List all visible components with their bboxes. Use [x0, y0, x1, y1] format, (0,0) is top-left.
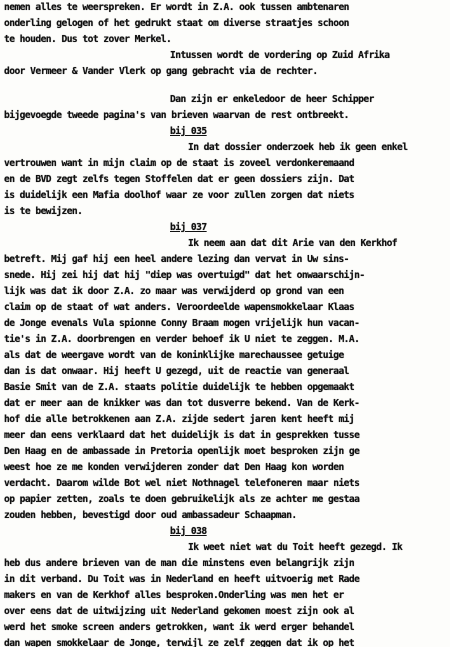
text-line: zouden hebben, bevestigd door oud ambassadeur Schaapman.: [4, 510, 297, 521]
text-line: lijk was dat ik door Z.A. zo maar was verwijderd op grond van een: [4, 286, 344, 297]
section-heading: bij 038: [170, 526, 207, 537]
text-line: dan is dat onwaar. Hij heeft U gezegd, uit de reactie van generaal: [4, 366, 349, 377]
section-heading: bij 037: [170, 222, 207, 233]
text-line: op papier zetten, zoals te doen gebruikelijk als ze achter me gestaa: [4, 494, 360, 505]
text-line: Basie Smit van de Z.A. staats politie duidelijk te hebben opgemaakt: [4, 382, 355, 393]
text-line: Dan zijn er enkeledoor de heer Schipper: [170, 94, 374, 105]
text-line: Den Haag en de ambassade in Pretoria openlijk moet besproken zijn ge: [4, 446, 360, 457]
text-line: Ik weet niet wat du Toit heeft gezegd. Ik: [188, 542, 403, 553]
text-line: is te bewijzen.: [4, 206, 83, 217]
text-line: weest hoe ze me konden verwijderen zonder dat Den Haag kon worden: [4, 462, 344, 473]
text-line: in dit verband. Du Toit was in Nederland en heeft uitvoerig met Rade: [4, 574, 360, 585]
text-line: dan wapen smokkelaar de Jonge, terwijl ze zelf zeggen dat ik op het: [4, 638, 355, 647]
text-line: als dat de weergave wordt van de koninklijke marechaussee getuige: [4, 350, 344, 361]
text-line: hof die alle betrokkenen aan Z.A. zijde sedert jaren kent heeft mij: [4, 414, 355, 425]
text-line: is duidelijk een Mafia doolhof waar ze voor zullen zorgen dat niets: [4, 190, 355, 201]
text-line: verdacht. Daarom wilde Bot wel niet Nothnagel telefoneren maar niets: [4, 478, 360, 489]
text-line: Ik neem aan dat dit Arie van den Kerkhof: [188, 238, 398, 249]
text-line: Intussen wordt de vordering op Zuid Afrika: [170, 50, 390, 61]
text-line: onderling gelogen of het gedrukt staat om diverse straatjes schoon: [4, 18, 349, 29]
text-line: makers en van de Kerkhof alles besproken.Onderling was men het er: [4, 590, 344, 601]
text-line: door Vermeer & Vander Vlerk op gang gebracht via de rechter.: [4, 66, 318, 77]
text-line: meer dan eens verklaard dat het duidelijk is dat in gesprekken tusse: [4, 430, 360, 441]
text-line: nemen alles te weerspreken. Er wordt in Z.A. ook tussen ambtenaren: [4, 2, 349, 13]
text-line: vertrouwen want in mijn claim op de staat is zoveel verdonkeremaand: [4, 158, 355, 169]
text-line: te houden. Dus tot zover Merkel.: [4, 34, 172, 45]
text-line: de Jonge evenals Vula spionne Conny Braam mogen vrijelijk hun vacan-: [4, 318, 360, 329]
text-line: claim op de staat of wat anders. Veroordeelde wapensmokkelaar Klaas: [4, 302, 355, 313]
text-line: bijgevoegde tweede pagina's van brieven waarvan de rest ontbreekt.: [4, 110, 349, 121]
text-line: snede. Hij zei hij dat hij "diep was overtuigd" dat het onwaarschijn-: [4, 270, 365, 281]
text-line: en de BVD zegt zelfs tegen Stoffelen dat er geen dossiers zijn. Dat: [4, 174, 355, 185]
text-line: tie's in Z.A. doorbrengen en verder behoef ik U niet te zeggen. M.A.: [4, 334, 360, 345]
text-line: heb dus andere brieven van de man die minstens even belangrijk zijn: [4, 558, 355, 569]
text-line: betreft. Mij gaf hij een heel andere lezing dan vervat in Uw sins-: [4, 254, 349, 265]
text-line: werd het smoke screen anders getrokken, want ik werd erger behandel: [4, 622, 355, 633]
section-heading: bij 035: [170, 126, 207, 137]
text-line: In dat dossier onderzoek heb ik geen enkel: [188, 142, 408, 153]
text-line: over eens dat de uitwijzing uit Nederland gekomen moest zijn ook al: [4, 606, 355, 617]
text-line: dat er meer aan de knikker was dan tot dusverre bekend. Van de Kerk-: [4, 398, 360, 409]
